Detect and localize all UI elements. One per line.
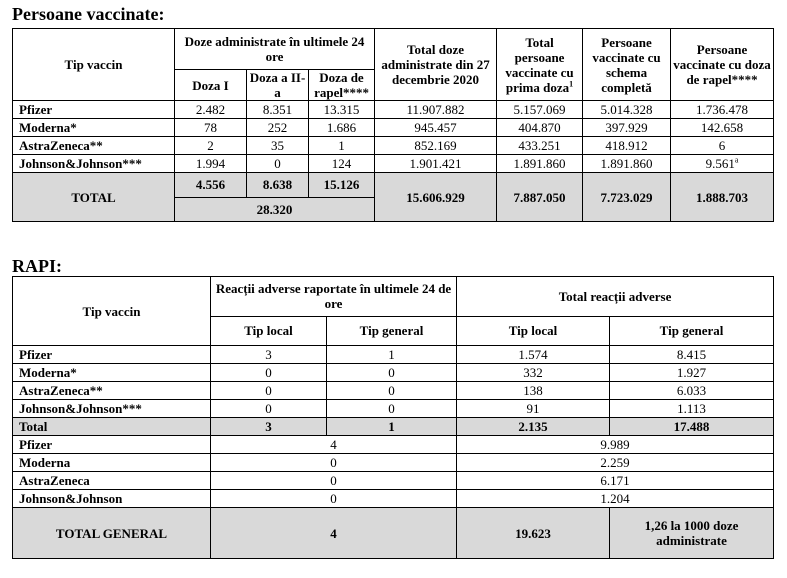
local-24h-value: 0 [211, 382, 327, 400]
header-doses-24h: Doze administrate în ultimele 24 ore [175, 29, 375, 70]
rapi-header-local-total: Tip local [457, 316, 610, 345]
general-24h-value: 0 [327, 400, 457, 418]
total-label: TOTAL [13, 173, 175, 222]
table-row [13, 101, 774, 119]
reactions-24h-value: 0 [211, 454, 457, 472]
table-row [13, 364, 774, 382]
booster-persons-value: 6 [671, 137, 774, 155]
vaccine-name: Pfizer [13, 436, 211, 454]
total-dose2: 8.638 [247, 173, 309, 198]
table-row [13, 490, 774, 508]
complete-value: 1.891.860 [583, 155, 671, 173]
total-doses: 15.606.929 [375, 173, 497, 222]
dose1-value: 2.482 [175, 101, 247, 119]
table-row [13, 382, 774, 400]
first-dose-value: 1.891.860 [497, 155, 583, 173]
table-row [13, 472, 774, 490]
rapi-header-total: Total reacții adverse [457, 277, 774, 317]
rapi-header-general-total: Tip general [610, 316, 774, 345]
booster-persons-value: 142.658 [671, 119, 774, 137]
table-row [13, 346, 774, 364]
table-row [13, 155, 774, 173]
complete-value: 418.912 [583, 137, 671, 155]
rapi-table [12, 276, 774, 559]
dose1-value: 2 [175, 137, 247, 155]
reactions-total-value: 2.259 [457, 454, 774, 472]
reactions-24h-value: 4 [211, 436, 457, 454]
header-dose2: Doza a II-a [247, 70, 309, 101]
total-24h: 28.320 [175, 197, 375, 222]
first-dose-value: 433.251 [497, 137, 583, 155]
general-24h-value: 1 [327, 346, 457, 364]
vaccine-name: AstraZeneca** [13, 382, 211, 400]
booster-value: 1.686 [309, 119, 375, 137]
header-booster: Doza de rapel**** [309, 70, 375, 101]
header-total-doses: Total doze administrate din 27 decembrie 2020 [375, 29, 497, 101]
rapi-total-general: 17.488 [610, 418, 774, 436]
booster-value: 124 [309, 155, 375, 173]
total-doses-value: 11.907.882 [375, 101, 497, 119]
vaccine-name: AstraZeneca [13, 472, 211, 490]
first-dose-value: 404.870 [497, 119, 583, 137]
total-doses-value: 852.169 [375, 137, 497, 155]
general-total-value: 1.113 [610, 400, 774, 418]
booster-value: 1 [309, 137, 375, 155]
general-24h-value: 0 [327, 382, 457, 400]
dose1-value: 1.994 [175, 155, 247, 173]
vaccine-name: Pfizer [13, 346, 211, 364]
booster-persons-value: 1.736.478 [671, 101, 774, 119]
local-24h-value: 0 [211, 364, 327, 382]
vaccine-name: Johnson&Johnson*** [13, 155, 175, 173]
table-row [13, 454, 774, 472]
total-dose1: 4.556 [175, 173, 247, 198]
vaccine-name: Moderna [13, 454, 211, 472]
booster-value: 13.315 [309, 101, 375, 119]
rapi-header-general-24h: Tip general [327, 316, 457, 345]
reactions-total-value: 6.171 [457, 472, 774, 490]
dose2-value: 0 [247, 155, 309, 173]
table-row [13, 119, 774, 137]
vaccinated-table [12, 28, 774, 222]
reactions-24h-value: 0 [211, 490, 457, 508]
reactions-total-value: 1.204 [457, 490, 774, 508]
total-booster-persons: 1.888.703 [671, 173, 774, 222]
dose1-value: 78 [175, 119, 247, 137]
rapi-header-vaccine-type: Tip vaccin [13, 277, 211, 346]
local-24h-value: 3 [211, 346, 327, 364]
complete-value: 5.014.328 [583, 101, 671, 119]
general-total-label: TOTAL GENERAL [13, 508, 211, 559]
general-total-rate: 1,26 la 1000 doze administrate [610, 508, 774, 559]
dose2-value: 252 [247, 119, 309, 137]
total-doses-value: 1.901.421 [375, 155, 497, 173]
local-total-value: 1.574 [457, 346, 610, 364]
booster-persons-value: 9.561$^a$ [671, 155, 774, 173]
header-vaccine-type: Tip vaccin [13, 29, 175, 101]
total-doses-value: 945.457 [375, 119, 497, 137]
header-complete-scheme: Persoane vaccinate cu schema completă [583, 29, 671, 101]
header-dose1: Doza I [175, 70, 247, 101]
local-total-value: 138 [457, 382, 610, 400]
general-total-reactions: 19.623 [457, 508, 610, 559]
general-total-row [13, 508, 774, 559]
vaccine-name: Johnson&Johnson*** [13, 400, 211, 418]
rapi-total-label: Total [13, 418, 211, 436]
vaccine-name: Moderna* [13, 119, 175, 137]
general-total-24h: 4 [211, 508, 457, 559]
vaccine-name: Moderna* [13, 364, 211, 382]
vaccine-name: AstraZeneca** [13, 137, 175, 155]
vaccinated-section-title: Persoane vaccinate: [12, 4, 165, 24]
header-first-dose: Total persoane vaccinate cu prima doza$^1$ [497, 29, 583, 101]
rapi-total-local-24h: 3 [211, 418, 327, 436]
dose2-value: 8.351 [247, 101, 309, 119]
header-booster-persons: Persoane vaccinate cu doza de rapel**** [671, 29, 774, 101]
vaccine-name: Johnson&Johnson [13, 490, 211, 508]
general-24h-value: 0 [327, 364, 457, 382]
general-total-value: 1.927 [610, 364, 774, 382]
general-total-value: 6.033 [610, 382, 774, 400]
rapi-total-row [13, 418, 774, 436]
total-booster: 15.126 [309, 173, 375, 198]
local-total-value: 91 [457, 400, 610, 418]
rapi-section-title: RAPI: [12, 256, 62, 276]
total-row [13, 173, 774, 198]
table-row [13, 436, 774, 454]
complete-value: 397.929 [583, 119, 671, 137]
dose2-value: 35 [247, 137, 309, 155]
local-24h-value: 0 [211, 400, 327, 418]
rapi-total-general-24h: 1 [327, 418, 457, 436]
local-total-value: 332 [457, 364, 610, 382]
first-dose-value: 5.157.069 [497, 101, 583, 119]
reactions-24h-value: 0 [211, 472, 457, 490]
general-total-value: 8.415 [610, 346, 774, 364]
vaccine-name: Pfizer [13, 101, 175, 119]
rapi-header-24h: Reacții adverse raportate în ultimele 24 de ore [211, 277, 457, 317]
rapi-total-local: 2.135 [457, 418, 610, 436]
table-row [13, 400, 774, 418]
total-first-dose: 7.887.050 [497, 173, 583, 222]
table-row [13, 137, 774, 155]
rapi-header-local-24h: Tip local [211, 316, 327, 345]
total-complete: 7.723.029 [583, 173, 671, 222]
reactions-total-value: 9.989 [457, 436, 774, 454]
